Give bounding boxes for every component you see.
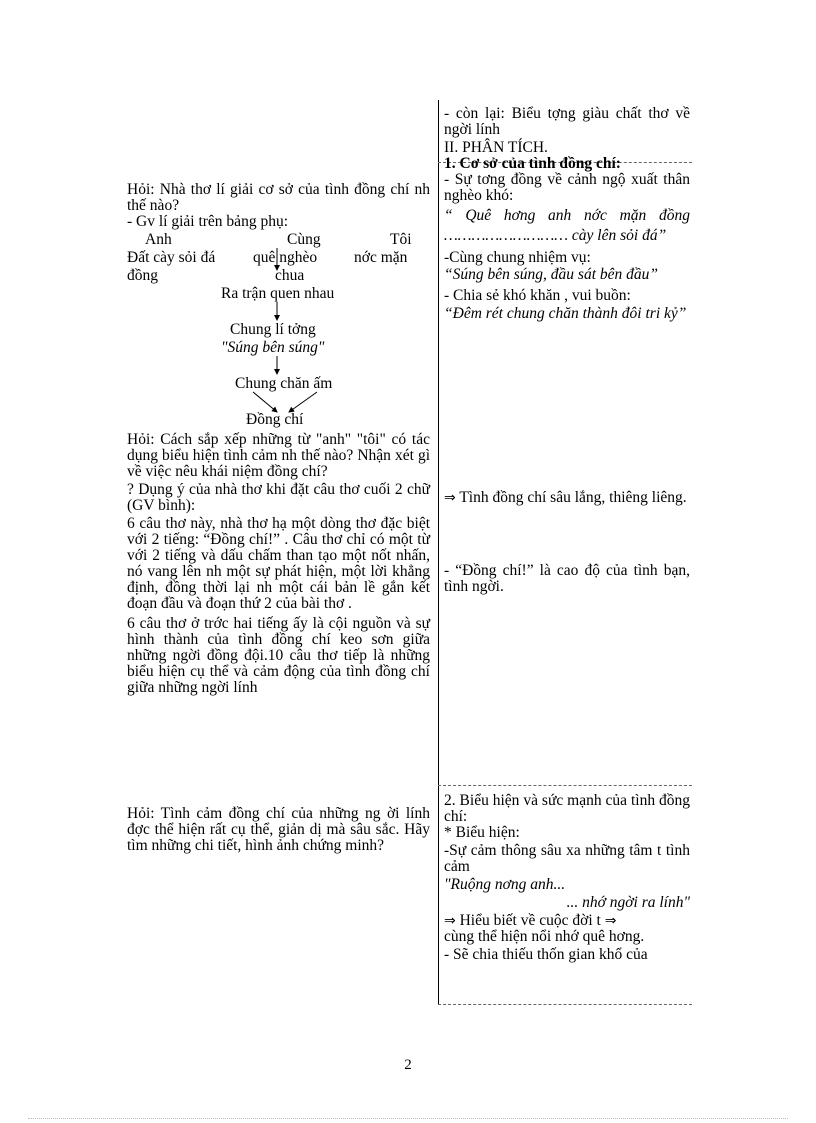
diagram-arrow (253, 392, 277, 412)
right-text: - Chia sẻ khó khăn , vui buồn: (444, 287, 631, 304)
diagram-arrows (127, 232, 430, 427)
right-text: cùng thể hiện nổi nhớ quê hơng. (444, 928, 645, 945)
subsection-title: 1. Cơ sở của tình đồng chí: (444, 155, 621, 172)
left-text: 6 câu thơ này, nhà thơ hạ một dòng thơ đặc biệt với 2 tiếng: “Đồng chí!” . Câu thơ chỉ có một từ với 2 tiếng và dấu chấm than tạo một nốt nhấn, nó vang lên nh một sự phát hiện, một lời khẳng định, đồng thời lại nh một cái bản lề gắn kết đoạn đầu và đoạn thứ 2 của bài thơ . (127, 515, 430, 612)
right-col-block-3 (444, 563, 690, 595)
right-text: -Cùng chung nhiệm vụ: (444, 249, 591, 266)
left-col-block-3 (127, 806, 430, 854)
left-text: 6 câu thơ ở trớc hai tiếng ấy là cội nguồn và sự hình thành của tình đồng chí keo sơn giữa những ngời đồng đội.10 câu thơ tiếp là những biểu hiện cụ thể và cảm động của tình đồng chí giữa những ngời lính (127, 615, 430, 696)
diagram-node-ratran: Ra trận quen nhau (221, 285, 335, 302)
diagram-node-cung: Cùng (287, 231, 321, 248)
diagram-node-toi: Tôi (390, 231, 412, 248)
diagram-node-dong: đồng (127, 267, 158, 284)
left-col-block-1 (127, 182, 430, 230)
question: Hỏi: Tình cảm đồng chí của những ng ời lính đợc thể hiện rất cụ thể, giản dị mà sâu sắc. Hãy tìm những chi tiết, hình ảnh chứng minh? (127, 805, 430, 854)
right-text: - Sự tơng đồng về cảnh ngộ xuất thân nghèo khó: (444, 171, 690, 204)
right-text: - Sẽ chia thiếu thốn gian khổ của (444, 946, 648, 963)
row-divider (438, 1004, 692, 1005)
relationship-diagram (127, 232, 430, 427)
page-number: 2 (404, 1057, 412, 1073)
right-text: Tình đồng chí sâu lắng, thiêng liêng. (459, 489, 687, 506)
quote: “ Quê hơng anh nớc mặn đồng ……………………… cày lên sỏi đá” (444, 207, 690, 244)
quote: “Súng bên súng, đầu sát bên đầu” (444, 266, 658, 283)
question: Hỏi: Cách sắp xếp những từ "anh" "tôi" có tác dụng biểu hiện tình cảm nh thế nào? Nhận xét gì về việc nêu khái niệm đồng chí? (127, 431, 430, 480)
subsection-title: 2. Biểu hiện và sức mạnh của tình đồng chí: (444, 792, 690, 825)
diagram-node-que: quê nghèo (253, 249, 318, 266)
question: ? Dụng ý của nhà thơ khi đặt câu thơ cuối 2 chữ (GV bình): (127, 481, 430, 514)
quote: “Đêm rét chung chăn thành đôi tri kỷ” (444, 305, 687, 322)
right-text: -Sự cảm thông sâu xa những tâm t tình cảm (444, 842, 690, 875)
diagram-node-nuoc: nớc mặn (354, 249, 408, 266)
diagram-node-chungchan: Chung chăn ấm (235, 375, 333, 392)
diagram-node-anh: Anh (145, 231, 172, 248)
diagram-node-chua: chua (275, 267, 305, 284)
diagram-node-chungli: Chung lí tởng (230, 321, 316, 338)
page-edge (28, 1118, 788, 1119)
right-text: * Biểu hiện: (444, 824, 520, 841)
right-col-block-1 (444, 106, 690, 324)
quote: "Ruộng nơng anh... (444, 876, 566, 893)
diagram-node-dat: Đất cày sỏi đá (127, 249, 216, 266)
question: Hỏi: Nhà thơ lí giải cơ sở của tình đồng chí nh thế nào? (127, 181, 430, 214)
left-text: - Gv lí giải trên bảng phụ: (127, 213, 288, 230)
right-text: - “Đồng chí!” là cao độ của tình bạn, tình ngời. (444, 562, 690, 595)
diagram-node-dongchi: Đồng chí (246, 411, 304, 428)
quote: ... nhớ ngời ra lính" (566, 894, 690, 911)
column-divider (438, 100, 439, 1005)
right-text: - còn lại: Biểu tợng giàu chất thơ về ngời lính (444, 105, 690, 138)
diagram-arrow (289, 392, 317, 412)
diagram-node-sung: "Súng bên súng" (221, 339, 325, 356)
section-title: II. PHÂN TÍCH. (444, 139, 548, 156)
implies-arrow-icon: ⇒ (604, 913, 617, 929)
right-text: Hiểu biết về cuộc đời t (459, 912, 601, 929)
implies-arrow-icon: ⇒ (444, 913, 456, 929)
right-col-block-2 (444, 490, 690, 506)
right-col-block-4 (444, 793, 690, 963)
implies-arrow-icon: ⇒ (444, 490, 456, 506)
left-col-block-2 (127, 432, 430, 696)
row-divider (438, 785, 692, 786)
